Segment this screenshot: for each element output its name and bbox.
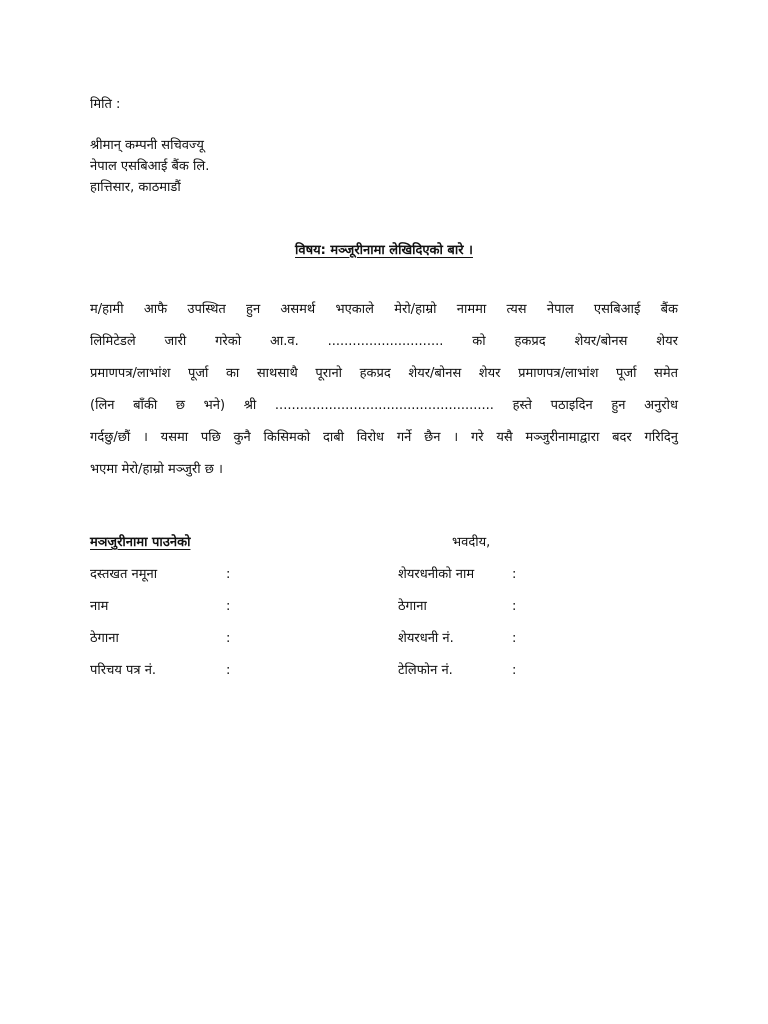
recipient-id-colon: :	[226, 663, 231, 678]
sender-shareholder-name-colon: :	[512, 567, 517, 582]
recipient-name-label: नाम	[90, 599, 109, 614]
body-line-3: प्रमाणपत्र/लाभांश पूर्जा का साथसाथै पूरानो हकप्रद शेयर/बोनस शेयर प्रमाणपत्र/लाभांश पूर्जा समेत	[90, 366, 678, 381]
body-line-2: लिमिटेडले जारी गरेको आ.व. ............................ को हकप्रद शेयर/बोनस शेयर	[90, 334, 678, 349]
body-line-1: म/हामी आफै उपस्थित हुन असमर्थ भएकाले मेरो/हाम्रो नाममा त्यस नेपाल एसबिआई बैंक	[90, 302, 678, 317]
addressee-line-2: नेपाल एसबिआई बैंक लि.	[90, 159, 210, 174]
sender-shareholder-no-label: शेयरधनी नं.	[398, 631, 454, 646]
body-line-6: भएमा मेरो/हाम्रो मञ्जुरी छ ।	[90, 462, 223, 477]
addressee-line-3: हात्तिसार, काठमाडौं	[90, 180, 181, 195]
recipient-id-label: परिचय पत्र नं.	[90, 663, 157, 678]
subject-heading	[0, 241, 768, 261]
recipient-heading: मञजुरीनामा पाउनेको	[90, 535, 191, 550]
body-line-5: गर्दछु/छौं । यसमा पछि कुनै किसिमको दाबी विरोध गर्ने छैन । गरे यसै मञ्जुरीनामाद्वारा बदर गरिदिनु	[90, 430, 678, 445]
sender-address-colon: :	[512, 599, 517, 614]
sender-telephone-colon: :	[512, 663, 517, 678]
sender-telephone-label: टेलिफोन नं.	[398, 663, 453, 678]
subject-text: विषय: मञ्जूरीनामा लेखिदिएको बारे ।	[295, 243, 473, 258]
sender-shareholder-name-label: शेयरधनीको नाम	[398, 567, 475, 582]
recipient-address-colon: :	[226, 631, 231, 646]
body-line-4: (लिन बाँकी छ भने) श्री ..................................................... हस्ते पठाइदिन हुन अनुरोध	[90, 398, 678, 413]
date-label: मिति :	[90, 97, 121, 112]
sender-shareholder-no-colon: :	[512, 631, 517, 646]
recipient-signature-colon: :	[226, 567, 231, 582]
recipient-name-colon: :	[226, 599, 231, 614]
addressee-line-1: श्रीमान् कम्पनी सचिवज्यू	[90, 138, 204, 153]
sender-address-label: ठेगाना	[398, 599, 427, 614]
recipient-address-label: ठेगाना	[90, 631, 119, 646]
sender-heading: भवदीय,	[452, 535, 491, 550]
recipient-signature-label: दस्तखत नमूना	[90, 567, 158, 582]
